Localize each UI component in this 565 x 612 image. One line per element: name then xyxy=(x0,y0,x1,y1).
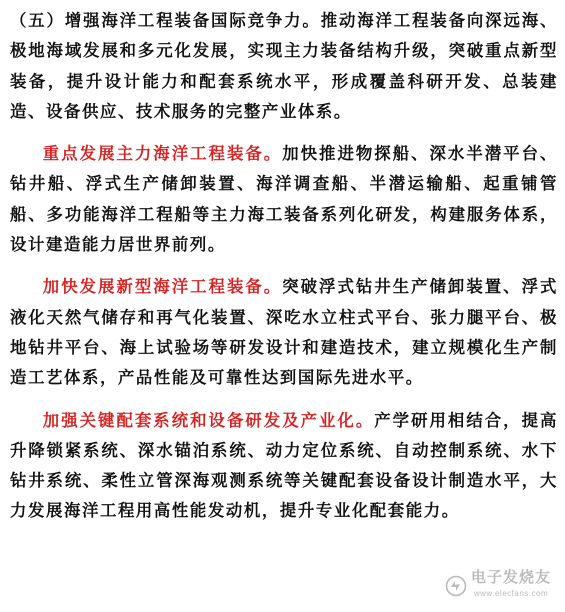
paragraph-heading: 加强关键配套系统和设备研发及产业化。 xyxy=(42,410,375,430)
watermark-text xyxy=(471,570,551,602)
paragraph-heading: 加快发展新型海洋工程装备。 xyxy=(42,277,283,297)
paragraph-key-systems xyxy=(10,406,558,527)
paragraph-heading: 重点发展主力海洋工程装备。 xyxy=(42,144,283,164)
paragraph-new-equipment xyxy=(10,272,558,393)
paragraph-text: （五）增强海洋工程装备国际竞争力。推动海洋工程装备向深远海、极地海域发展和多元化发展，实现主力装备结构升级，突破重点新型装备，提升设计能力和配套系统水平，形成覆盖科研开发、总装建造、设备供应、技术服务的完整产业体系。 xyxy=(10,11,558,121)
watermark-url: www.elecfans.com xyxy=(473,589,549,598)
paragraph-text: 突破浮式钻井生产储卸装置、浮式液化天然气储存和再气化装置、深吃水立柱式平台、张力腿平台、极地钻井平台、海上试验场等研发设计和建造技术，建立规模化生产制造工艺体系，产品性能及可靠性达到国际先进水平。 xyxy=(10,277,559,388)
paragraph-intro xyxy=(10,6,558,127)
watermark-main: 电子发烧友 xyxy=(470,569,551,586)
paragraph-main-equipment xyxy=(10,139,558,260)
elecfans-logo-icon xyxy=(445,575,467,597)
watermark xyxy=(445,570,551,602)
paragraph-text: 产学研用相结合，提高升降锁紧系统、深水锚泊系统、动力定位系统、自动控制系统、水下钻井系统、柔性立管深海观测系统等关键配套设备设计制造水平，大力发展海洋工程用高性能发动机，提升专业化配套能力。 xyxy=(10,410,558,521)
paragraph-text: 加快推进物探船、深水半潜平台、钻井船、浮式生产储卸装置、海洋调查船、半潜运输船、起重铺管船、多功能海洋工程船等主力海工装备系列化研发，构建服务体系，设计建造能力居世界前列。 xyxy=(10,144,559,255)
document-body xyxy=(10,6,558,527)
